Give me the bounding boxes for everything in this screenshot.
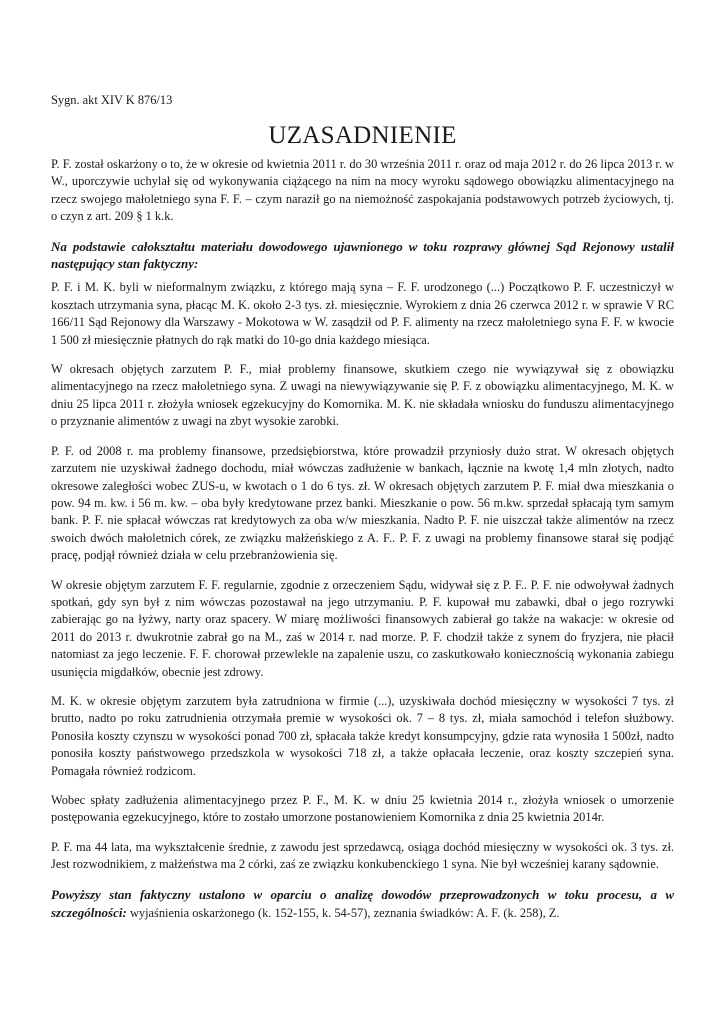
paragraph-financial-problems: W okresach objętych zarzutem P. F., miał problemy finansowe, skutkiem czego nie wywiązywał się z obowiązku alimentacyjnego na rzecz małoletniego syna. Z uwagi na niewywiązywanie się P. F. z obowiązku alimentacyjnego, M. K. w dniu 25 lipca 2011 r. złożyła wniosek egzekucyjny do Komornika. M. K. nie składała wniosku do funduszu alimentacyjnego o przyznanie alimentów z uwagi na zbyt wysokie zarobki. (51, 362, 674, 429)
paragraph-defendant-profile: P. F. ma 44 lata, ma wykształcenie średnie, z zawodu jest sprzedawcą, osiąga dochód miesięczny w wysokości ok. 3 tys. zł. Jest rozwodnikiem, z małżeństwa ma 2 córki, zaś ze związku konkubenckiego 1 syna. Nie był wcześniej karany sądownie. (51, 839, 674, 872)
paragraph-relationship: P. F. i M. K. byli w nieformalnym związku, z którego mają syna – F. F. urodzonego (...) Początkowo P. F. uczestniczył w kosztach utrzymania syna, płacąc M. K. około 2-3 tys. zł. miesięcznie. Wyrokiem z dnia 26 czerwca 2012 r. w sprawie V RC 166/11 Sąd Rejonowy dla Warszawy - Mokotowa w W. zasądził od P. F. alimenty na rzecz małoletniego syna F. F. w kwocie 1 500 zł miesięcznie płatnych do rąk matki do 10-go dnia każdego miesiąca. (51, 280, 674, 347)
paragraph-mother-income: M. K. w okresie objętym zarzutem była zatrudniona w firmie (...), uzyskiwała dochód miesięczny w wysokości 7 tys. zł brutto, nadto po roku zatrudnienia otrzymała premie w wysokości ok. 7 – 8 tys. zł, miała samochód i telefon służbowy. Ponosiła koszty czynszu w wysokości ponad 700 zł, spłacała także kredyt konsumpcyjny, gdzie rata wynosiła 1 500zł, nadto ponosiła koszty państwowego przedszkola w wysokości 718 zł, a także opłacała leczenie, oraz koszty szczepień syna. Pomagała również rodzicom. (51, 693, 674, 778)
document-title: UZASADNIENIE (268, 122, 457, 149)
evidence-list: wyjaśnienia oskarżonego (k. 152-155, k. 54-57), zeznania świadków: A. F. (k. 258), Z. (126, 906, 560, 921)
paragraph-debt-repayment: Wobec spłaty zadłużenia alimentacyjnego przez P. F., M. K. w dniu 25 kwietnia 2014 r., złożyła wniosek o umorzenie postępowania egzekucyjnego, które to zostało umorzone postanowieniem Komornika z dnia 25 kwietnia 2014r. (51, 793, 674, 825)
paragraph-contact-with-son: W okresie objętym zarzutem F. F. regularnie, zgodnie z orzeczeniem Sądu, widywał się z P. F.. P. F. nie odwoływał żadnych spotkań, gdy syn był z nim wówczas pozostawał na jego utrzymaniu. P. F. kupował mu zabawki, dbał o jego rozrywki zabierając go na łyżwy, narty oraz spacery. W miarę możliwości finansowych zabierał go także na wakacje: w okresie od 2011 do 2013 r. dwukrotnie zabrał go na M., zaś w 2014 r. nad morze. P. F. chodził także z synem do fryzjera, nie płacił natomiast za jego leczenie. F. F. chorował przewlekle na zapalenie uszu, co zaskutkowało koniecznością wykonania zabiegu usunięcia migdałków, obecnie jest zdrowy. (51, 577, 674, 679)
paragraph-evidence (51, 886, 674, 923)
paragraph-business-losses: P. F. od 2008 r. ma problemy finansowe, przedsiębiorstwa, które prowadził przyniosły dużo strat. W okresach objętych zarzutem nie uzyskiwał żadnego dochodu, miał wówczas zadłużenie w bankach, łącznie na kwotę 1,4 mln złotych, nadto okresowe zaległości wobec ZUS-u, w kwotach o 1 do 6 tys. zł. W okresach objętych zarzutem P. F. miał dwa mieszkania o pow. 94 m. kw. i 56 m. kw. – oba były kredytowane przez banki. Mieszkanie o pow. 56 m.kw. sprzedał spłacają tym samym bank. P. F. nie spłacał wówczas rat kredytowych za oba w/w mieszkania. Nadto P. F. nie uiszczał także alimentów na rzecz swoich dwóch małoletnich córek, ze związku małżeńskiego z A. F.. P. F. z uwagi na problemy finansowe starał się podjąć pracę, podjął również działa w celu przebranżowienia się. (51, 443, 674, 563)
case-reference: Sygn. akt XIV K 876/13 (51, 93, 173, 107)
evidence-heading: Powyższy stan faktyczny ustalono w oparciu o analizę dowodów przeprowadzonych w toku procesu, a w szczególności: (51, 886, 674, 921)
paragraph-charge: P. F. został oskarżony o to, że w okresie od kwietnia 2011 r. do 30 września 2011 r. oraz od maja 2012 r. do 26 lipca 2013 r. w W., uporczywie uchylał się od wykonywania ciążącego na nim na mocy wyroku sądowego obowiązku alimentacyjnego na rzecz swojego małoletniego syna F. F. – czym naraził go na niemożność zaspokajania podstawowych potrzeb życiowych, tj. o czyn z art. 209 § 1 k.k. (51, 157, 674, 224)
paragraph-findings-heading: Na podstawie całokształtu materiału dowodowego ujawnionego w toku rozprawy głównej Sąd Rejonowy ustalił następujący stan faktyczny: (51, 238, 674, 272)
